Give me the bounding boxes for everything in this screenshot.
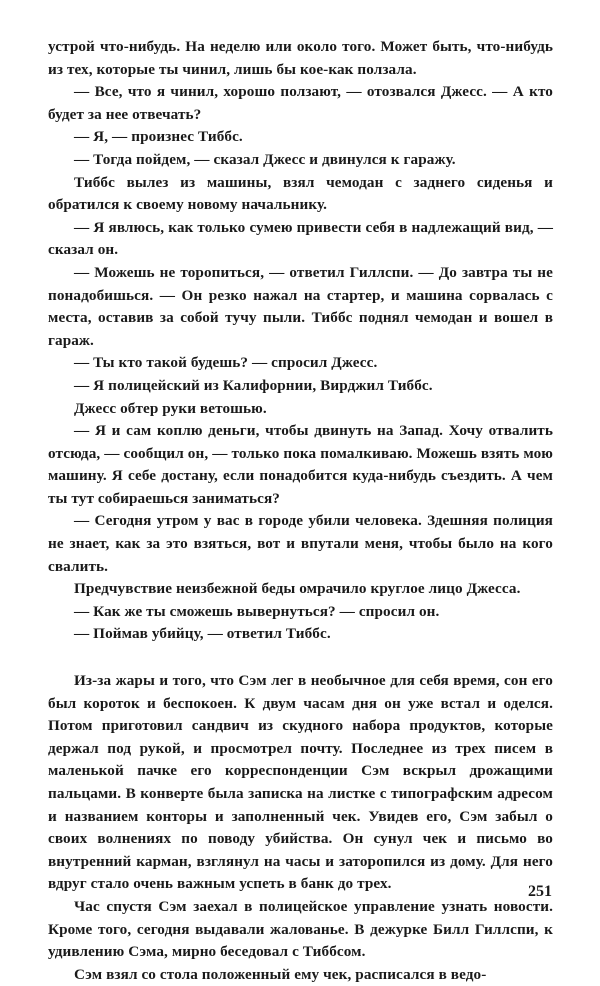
paragraph: — Все, что я чинил, хорошо ползают, — отозвался Джесс. — А кто будет за нее отвечать? (48, 83, 553, 123)
paragraph: — Поймав убийцу, — ответил Тиббс. (74, 625, 331, 643)
paragraph: — Я, — произнес Тиббс. (74, 128, 243, 146)
book-page-text (48, 36, 553, 986)
paragraph: Предчувствие неизбежной беды омрачило круглое лицо Джесса. (74, 580, 521, 598)
paragraph: устрой что-нибудь. На неделю или около того. Может быть, что-нибудь из тех, которые ты чинил, лишь бы кое-как ползала. (48, 38, 553, 78)
paragraph: — Тогда пойдем, — сказал Джесс и двинулся к гаражу. (74, 150, 456, 168)
paragraph: Сэм взял со стола положенный ему чек, расписался в ведо- (74, 965, 487, 983)
paragraph: — Можешь не торопиться, — ответил Гиллспи. — До завтра ты не понадобишься. — Он резко нажал на стартер, и машина сорвалась с места, оставив за собой тучу пыли. Тиббс поднял чемодан и вошел в гараж. (48, 263, 553, 349)
paragraph: — Я явлюсь, как только сумею привести себя в надлежащий вид, — сказал он. (48, 218, 553, 259)
paragraph: — Как же ты сможешь вывернуться? — спросил он. (74, 602, 440, 620)
paragraph: — Ты кто такой будешь? — спросил Джесс. (74, 354, 378, 372)
paragraph: Из-за жары и того, что Сэм лег в необычное для себя время, сон его был короток и беспокоен. К двум часам дня он уже встал и оделся. Потом приготовил сандвич из скудного набора продуктов, которые держал под рукой, и просмотрел почту. Последнее из трех писем в маленькой пачке его корреспонденции Сэм вскрыл дрожащими пальцами. В конверте была записка на листке с типографским адресом и названием конторы и заполненный чек. Увидев его, Сэм забыл о своих волнениях по поводу убийства. Он сунул чек и письмо во внутренний карман, взглянул на часы и заторопился из дому. Для него вдруг стало очень важным успеть в банк до трех. (48, 672, 553, 893)
paragraph: Джесс обтер руки ветошью. (74, 399, 267, 417)
paragraph: — Я полицейский из Калифорнии, Вирджил Тиббс. (74, 376, 433, 394)
section-break (48, 646, 553, 670)
paragraph: — Я и сам коплю деньги, чтобы двинуть на Запад. Хочу отвалить отсюда, — сообщил он, — только пока помалкиваю. Можешь взять мою машину. Я себе достану, если понадобится куда-нибудь съездить. А чем ты тут собираешься заниматься? (48, 422, 553, 507)
paragraph: Тиббс вылез из машины, взял чемодан с заднего сиденья и обратился к своему новому начальнику. (48, 173, 553, 214)
text-section-bottom (48, 670, 553, 986)
text-section-top (48, 36, 553, 646)
paragraph: — Сегодня утром у вас в городе убили человека. Здешняя полиция не знает, как за это взяться, вот и впутали меня, чтобы было на кого свалить. (48, 512, 553, 575)
page-number: 251 (528, 883, 552, 900)
paragraph: Час спустя Сэм заехал в полицейское управление узнать новости. Кроме того, сегодня выдавали жалованье. В дежурке Билл Гиллспи, к удивлению Сэма, мирно беседовал с Тиббсом. (48, 897, 553, 961)
